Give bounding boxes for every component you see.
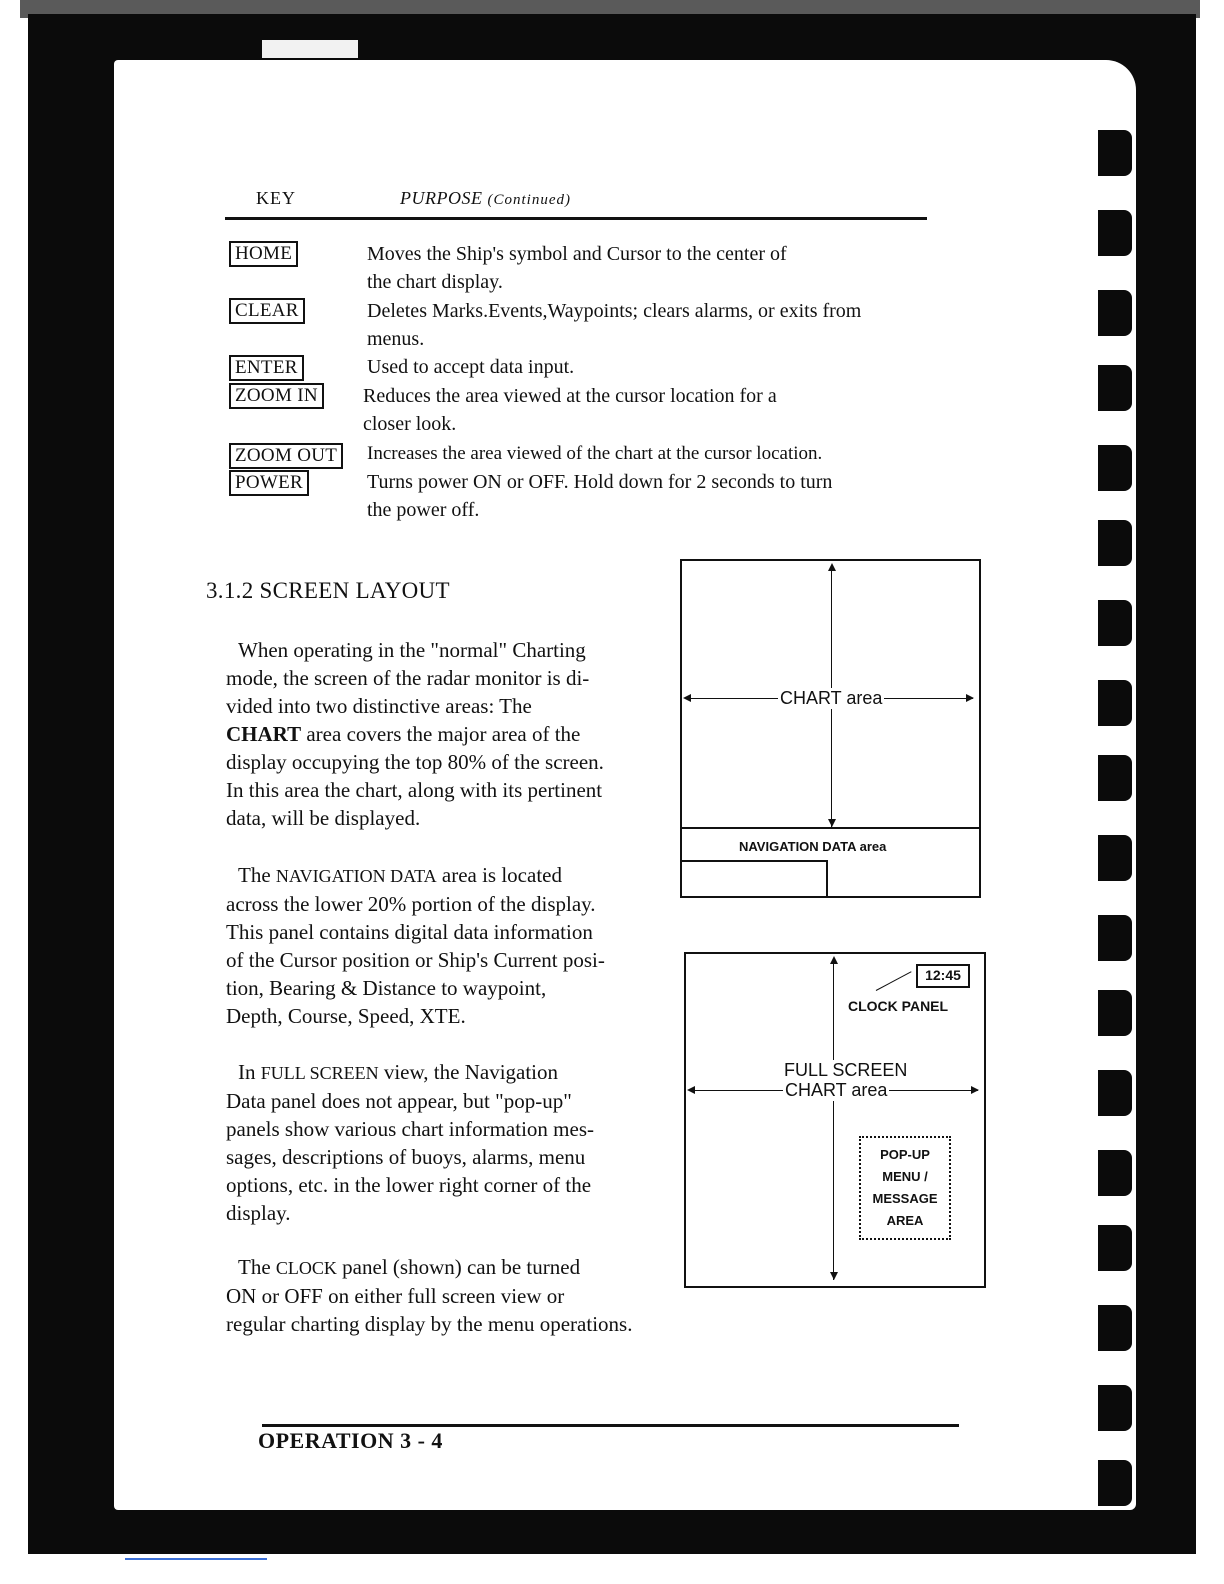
column-header-purpose: PURPOSE (Continued) <box>400 188 571 208</box>
full-screen-layout-diagram <box>684 952 986 1288</box>
footer-rule <box>262 1424 959 1427</box>
power-key-label: POWER <box>229 470 309 496</box>
paragraph-full-screen: In FULL SCREEN view, the Navigation Data panel does not appear, but "pop-up" panels show various chart information mes- sages, descriptions of buoys, alarms, menu options, etc. in the lower right corner of the display. <box>226 1060 594 1225</box>
home-key-description: Moves the Ship's symbol and Cursor to the center of the chart display. <box>367 243 787 293</box>
index-tab-label-area <box>262 40 358 58</box>
clock-panel-label: CLOCK PANEL <box>848 998 949 1014</box>
scan-artifact-line <box>125 1558 267 1560</box>
power-key-description: Turns power ON or OFF. Hold down for 2 seconds to turn the power off. <box>367 471 833 521</box>
clock-panel: 12:45 <box>916 964 970 988</box>
navigation-data-area-label: NAVIGATION DATA area <box>739 839 887 854</box>
chart-area-label: CHART area <box>780 688 883 708</box>
normal-layout-diagram <box>680 559 981 898</box>
zoom-out-key-description: Increases the area viewed of the chart at the cursor location. <box>367 443 823 464</box>
popup-message-area: POP-UP MENU / MESSAGE AREA <box>859 1136 951 1240</box>
section-title: 3.1.2 SCREEN LAYOUT <box>206 578 450 603</box>
enter-key-description: Used to accept data input. <box>367 356 575 378</box>
paragraph-clock: The CLOCK panel (shown) can be turned ON or OFF on either full screen view or regular charting display by the menu operations. <box>226 1255 633 1336</box>
full-screen-label: FULL SCREEN <box>784 1060 908 1080</box>
header-rule <box>225 217 927 220</box>
column-header-key: KEY <box>256 188 296 208</box>
full-screen-chart-area-label: CHART area <box>785 1080 888 1100</box>
zoom-out-key-label: ZOOM OUT <box>229 443 343 469</box>
zoom-in-key-label: ZOOM IN <box>229 383 324 409</box>
clear-key-label: CLEAR <box>229 298 305 324</box>
clear-key-description: Deletes Marks.Events,Waypoints; clears alarms, or exits from menus. <box>367 300 862 350</box>
paragraph-navigation-data: The NAVIGATION DATA area is located across the lower 20% portion of the display. This panel contains digital data information of the Cursor position or Ship's Current posi- tion, Bearing & Distance to waypoint, Depth, Course, Speed, XTE. <box>226 863 605 1028</box>
paragraph-normal-mode: When operating in the "normal" Charting mode, the screen of the radar monitor is di- vided into two distinctive areas: The CHART area covers the major area of the display occupying the top 80% of the screen. In this area the chart, along with its pertinent data, will be displayed. <box>226 638 604 830</box>
zoom-in-key-description: Reduces the area viewed at the cursor location for a closer look. <box>363 385 777 435</box>
home-key-label: HOME <box>229 241 298 267</box>
enter-key-label: ENTER <box>229 355 304 381</box>
binder-rings <box>1098 60 1194 1530</box>
page-footer: OPERATION 3 - 4 <box>258 1428 443 1453</box>
